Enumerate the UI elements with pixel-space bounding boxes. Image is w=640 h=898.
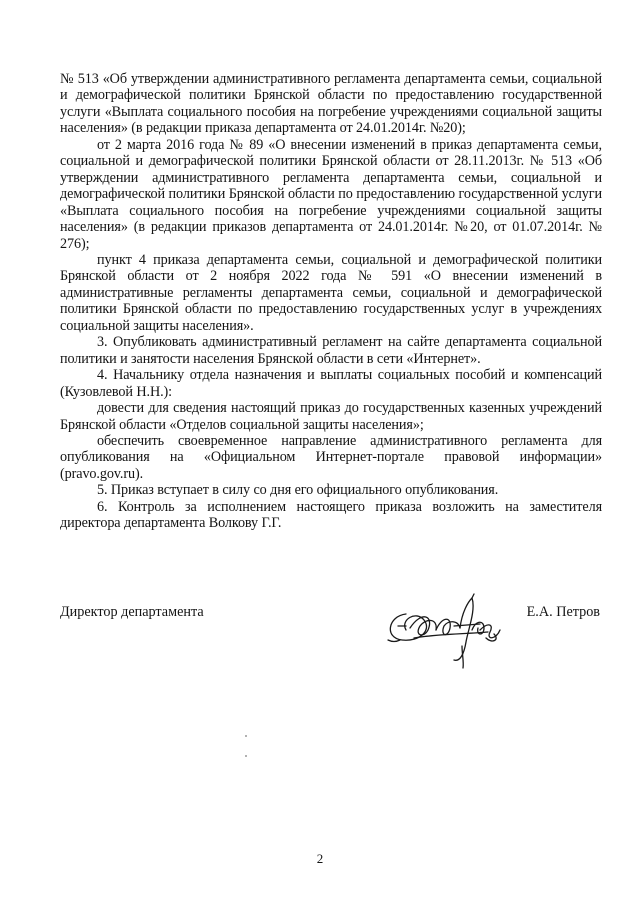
scan-speck xyxy=(245,755,247,757)
paragraph-item-4-sub-1: довести для сведения настоящий приказ до государственных казенных учреждений Брянской области «Отделов социальной защиты населения»; xyxy=(60,400,602,433)
paragraph-order-89: от 2 марта 2016 года № 89 «О внесении изменений в приказ департамента семьи, социальной и демографической политики Брянской области от 28.11.2013г. № 513 «Об утверждении административного регламента департамента семьи, социальной и демографической политики Брянской области по предоставлению государственной услуги «Выплата социального пособия на погребение учреждениями социальной защиты населения» (в редакции приказов департамента от 24.01.2014г. №20, от 01.07.2014г. № 276); xyxy=(60,136,602,252)
paragraph-item-6: 6. Контроль за исполнением настоящего приказа возложить на заместителя директора департамента Волкову Г.Г. xyxy=(60,498,602,532)
paragraph-item-5: 5. Приказ вступает в силу со дня его официального опубликования. xyxy=(97,482,499,499)
paragraph-item-4: 4. Начальнику отдела назначения и выплаты социальных пособий и компенсаций (Кузовлевой Н.Н.): xyxy=(60,367,602,400)
paragraph-continuation: № 513 «Об утверждении административного регламента департамента семьи, социальной и демографической политики Брянской области по предоставлению государственной услуги «Выплата социального пособия на погребение учреждениями социальной защиты населения» (в редакции приказа департамента от 24.01.2014г. №20); xyxy=(60,71,602,137)
signatory-name: Е.А. Петров xyxy=(526,604,600,620)
paragraph-order-591: пункт 4 приказа департамента семьи, социальной и демографической политики Брянской области от 2 ноября 2022 года № 591 «О внесении изменений в административные регламенты департамента семьи, социальной и демографической политики Брянской области по предоставлению государственных услуг в учреждениях социальной защиты населения». xyxy=(60,251,602,334)
page-number: 2 xyxy=(316,851,324,866)
document-body xyxy=(60,71,602,532)
handwritten-signature-image xyxy=(376,580,526,670)
paragraph-item-3: 3. Опубликовать административный регламент на сайте департамента социальной политики и занятости населения Брянской области в сети «Интернет». xyxy=(60,334,602,367)
signatory-title: Директор департамента xyxy=(60,604,204,620)
signature-block xyxy=(60,580,602,670)
paragraph-item-4-sub-2: обеспечить своевременное направление административного регламента для опубликования на «Официальном Интернет-портале правовой информации» (pravo.gov.ru). xyxy=(60,432,602,482)
scan-speck xyxy=(245,735,247,737)
